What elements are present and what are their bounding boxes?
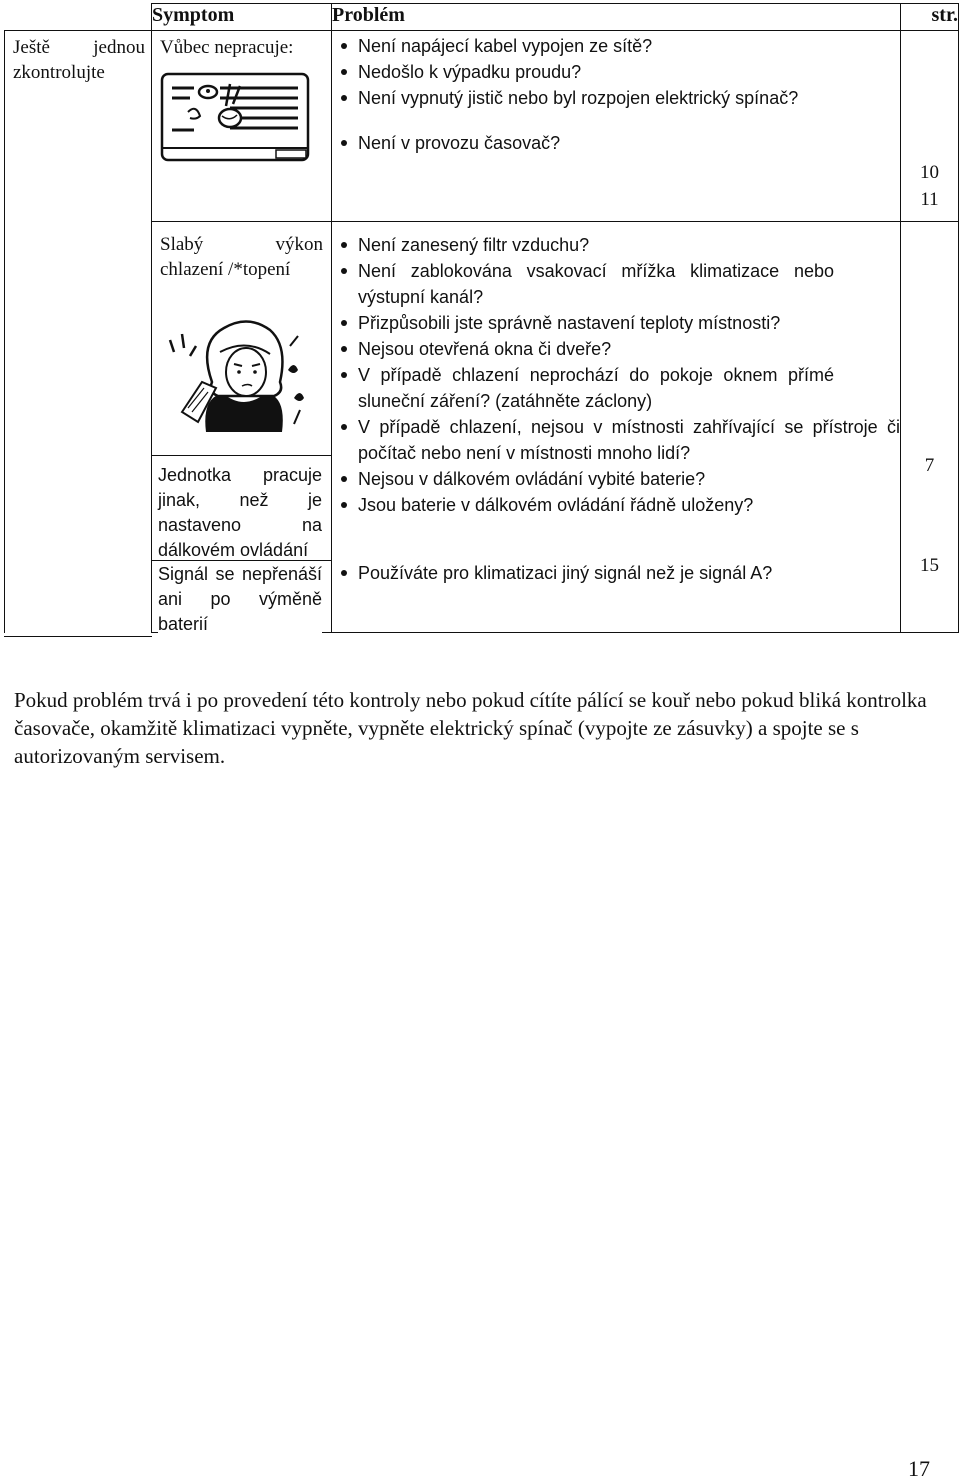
page-ref: 7 <box>924 455 935 476</box>
left-bottom-border <box>4 636 152 637</box>
problem-item: Nejsou v dálkovém ovládání vybité baterie? <box>340 466 900 492</box>
symptom-weak-cooling: Slabý výkon chlazení /*topení <box>160 234 323 280</box>
header-page: str. <box>901 4 959 31</box>
symptom-no-signal: Signál se nepřenáší ani po výměně baterií <box>158 562 322 637</box>
troubleshooting-table <box>4 3 959 633</box>
problem-item: Není vypnutý jistič nebo byl rozpojen elektrický spínač? <box>340 85 900 111</box>
sweating-person-illustration <box>152 282 331 436</box>
table-header-row <box>5 4 959 31</box>
problem-cell-weak-cooling <box>332 222 901 633</box>
ac-unit-illustration <box>152 60 331 170</box>
row-no-operation <box>5 31 959 222</box>
symptom-no-operation: Vůbec nepracuje: <box>160 37 294 58</box>
problem-item: Nejsou otevřená okna či dveře? <box>340 336 900 362</box>
page-cell-no-operation <box>901 31 959 222</box>
symptom-divider <box>152 560 332 561</box>
page-number: 17 <box>908 1456 930 1481</box>
problem-item: Není v provozu časovač? <box>340 130 900 156</box>
problem-item: Není napájecí kabel vypojen ze sítě? <box>340 33 900 59</box>
header-empty-cell <box>5 4 152 31</box>
problem-item: V případě chlazení, nejsou v místnosti zahřívající se přístroje či počítač nebo není v místnosti mnoho lidí? <box>340 414 900 466</box>
header-symptom: Symptom <box>152 4 332 31</box>
footer-warning: Pokud problém trvá i po provedení této kontroly nebo pokud cítíte pálící se kouř nebo pokud bliká kontrolka časovače, okamžitě klimatizaci vypněte, vypněte elektrický spínač (vypojte ze zásuvky) a spojte se s autorizovaným servisem. <box>14 688 927 768</box>
problem-item: Používáte pro klimatizaci jiný signál než je signál A? <box>340 560 900 586</box>
problem-item: Přizpůsobili jste správně nastavení teploty místnosti? <box>340 310 900 336</box>
problem-item: Nedošlo k výpadku proudu? <box>340 59 900 85</box>
row-weak-cooling <box>5 222 959 633</box>
page-cell-weak-cooling <box>901 222 959 633</box>
header-problem: Problém <box>332 4 901 31</box>
problem-item: Není zanesený filtr vzduchu? <box>340 232 900 258</box>
problem-item: V případě chlazení neprochází do pokoje oknem přímé sluneční záření? (zatáhněte záclony) <box>340 362 900 414</box>
page-ref: 15 <box>920 555 939 576</box>
left-label: Ještě jednou zkontrolujte <box>5 31 152 222</box>
symptom-divider <box>152 455 332 456</box>
problem-cell-no-operation <box>332 31 901 222</box>
symptom-cell-no-operation <box>152 31 332 222</box>
problem-item: Jsou baterie v dálkovém ovládání řádně uloženy? <box>340 492 900 518</box>
symptom-remote-mismatch: Jednotka pracuje jinak, než je nastaveno na dálkovém ovládání <box>158 463 322 563</box>
problem-item: Není zablokována vsakovací mřížka klimatizace nebo výstupní kanál? <box>340 258 900 310</box>
left-empty-cell <box>5 222 152 633</box>
page-ref: 10 <box>920 162 939 183</box>
page-ref: 11 <box>920 189 939 210</box>
